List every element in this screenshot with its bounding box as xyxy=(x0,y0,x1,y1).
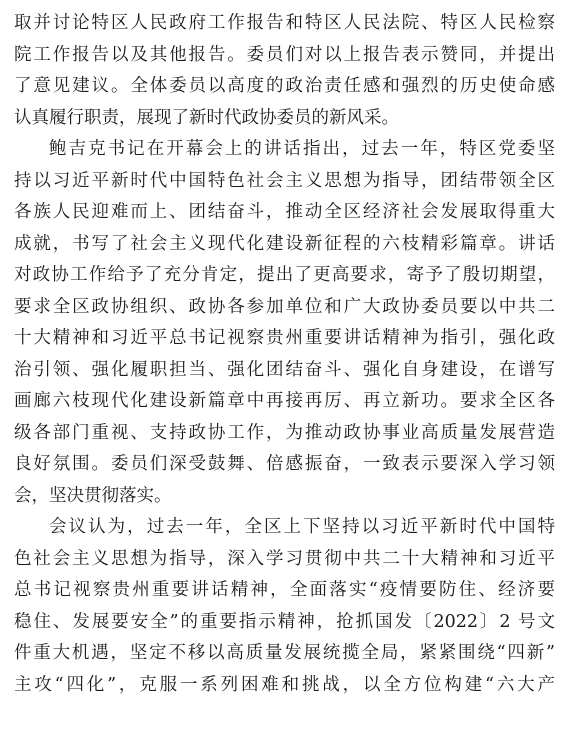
text-line: 会，坚决贯彻落实。 xyxy=(14,485,172,506)
text-line: 画廊六枝现代化建设新篇章中再接再厉、再立新功。要求全区各 xyxy=(14,391,555,411)
text-line: 会议认为，过去一年，全区上下坚持以习近平新时代中国特 xyxy=(49,517,555,537)
text-line: 认真履行职责，展现了新时代政协委员的新风采。 xyxy=(14,107,399,128)
text-line: 稳住、发展要安全”的重要指示精神，抢抓国发〔2022〕2 号文 xyxy=(14,611,555,632)
text-line: 对政协工作给予了充分肯定，提出了更高要求，寄予了殷切期望， xyxy=(14,265,555,285)
paragraph-meeting-conclusion xyxy=(14,512,555,701)
text-line: 持以习近平新时代中国特色社会主义思想为指导，团结带领全区 xyxy=(14,170,555,191)
text-line: 要求全区政协组织、政协各参加单位和广大政协委员要以中共二 xyxy=(14,296,555,317)
text-line: 各族人民迎难而上、团结奋斗，推动全区经济社会发展取得重大 xyxy=(14,202,555,222)
text-line: 院工作报告以及其他报告。委员们对以上报告表示赞同，并提出 xyxy=(14,44,555,65)
text-line: 成就，书写了社会主义现代化建设新征程的六枝精彩篇章。讲话 xyxy=(14,233,555,254)
text-line: 总书记视察贵州重要讲话精神，全面落实“疫情要防住、经济要 xyxy=(14,580,555,600)
paragraph-reports-review xyxy=(14,8,555,134)
text-line: 治引领、强化履职担当、强化团结奋斗、强化自身建设，在谱写 xyxy=(14,359,555,380)
text-line: 了意见建议。全体委员以高度的政治责任感和强烈的历史使命感 xyxy=(14,76,555,96)
text-line: 级各部门重视、支持政协工作，为推动政协事业高质量发展营造 xyxy=(14,422,555,443)
text-line: 主攻“四化”，克服一系列困难和挑战，以全方位构建“六大产 xyxy=(14,674,555,695)
text-line: 取并讨论特区人民政府工作报告和特区人民法院、特区人民检察 xyxy=(14,13,555,33)
text-line: 件重大机遇，坚定不移以高质量发展统揽全局，紧紧围绕“四新” xyxy=(14,643,555,663)
paragraph-secretary-speech xyxy=(14,134,555,512)
text-line: 色社会主义思想为指导，深入学习贯彻中共二十大精神和习近平 xyxy=(14,548,555,569)
text-line: 鲍吉克书记在开幕会上的讲话指出，过去一年，特区党委坚 xyxy=(49,139,555,159)
text-line: 十大精神和习近平总书记视察贵州重要讲话精神为指引，强化政 xyxy=(14,328,555,348)
text-line: 良好氛围。委员们深受鼓舞、倍感振奋，一致表示要深入学习领 xyxy=(14,454,555,474)
